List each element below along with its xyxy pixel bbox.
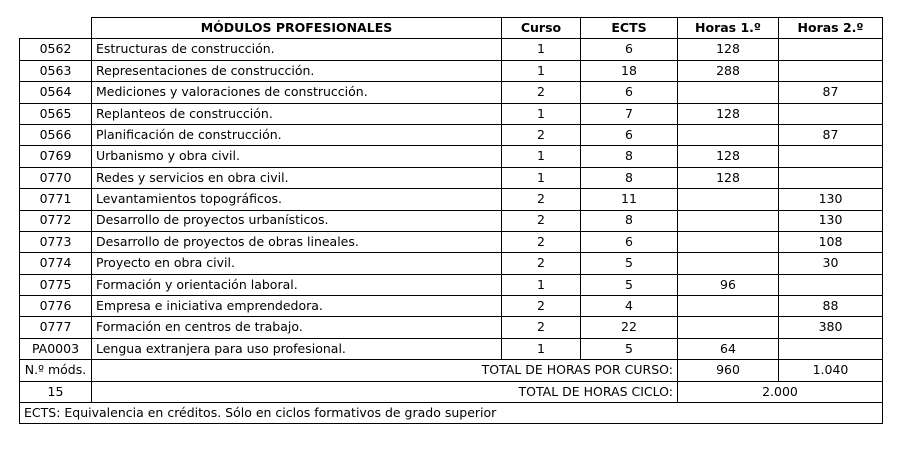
module-curso: 1 <box>502 274 581 295</box>
header-horas2: Horas 2.º <box>779 18 883 39</box>
footnote: ECTS: Equivalencia en créditos. Sólo en ciclos formativos de grado superior <box>20 403 883 424</box>
module-horas2: 380 <box>779 317 883 338</box>
table-row <box>20 103 883 124</box>
module-ects: 6 <box>581 124 678 145</box>
module-name: Estructuras de construcción. <box>92 39 502 60</box>
module-horas1: 128 <box>678 103 779 124</box>
module-name: Representaciones de construcción. <box>92 60 502 81</box>
module-code: 0770 <box>20 167 92 188</box>
header-row <box>20 18 883 39</box>
module-name: Mediciones y valoraciones de construcción. <box>92 82 502 103</box>
header-horas1: Horas 1.º <box>678 18 779 39</box>
total-ciclo-label: TOTAL DE HORAS CICLO: <box>92 381 678 402</box>
module-horas2: 30 <box>779 253 883 274</box>
totals-por-curso-row <box>20 360 883 381</box>
module-ects: 5 <box>581 338 678 359</box>
module-curso: 2 <box>502 210 581 231</box>
module-horas2: 130 <box>779 210 883 231</box>
table-row <box>20 253 883 274</box>
module-code: PA0003 <box>20 338 92 359</box>
module-code: 0777 <box>20 317 92 338</box>
header-modulos: MÓDULOS PROFESIONALES <box>92 18 502 39</box>
module-horas1: 96 <box>678 274 779 295</box>
module-curso: 2 <box>502 253 581 274</box>
module-name: Replanteos de construcción. <box>92 103 502 124</box>
module-name: Redes y servicios en obra civil. <box>92 167 502 188</box>
module-code: 0776 <box>20 296 92 317</box>
num-modulos-value: 15 <box>20 381 92 402</box>
module-ects: 6 <box>581 39 678 60</box>
module-ects: 5 <box>581 274 678 295</box>
modules-table <box>19 17 883 424</box>
header-blank-cell <box>20 18 92 39</box>
table-row <box>20 146 883 167</box>
module-horas2: 88 <box>779 296 883 317</box>
module-horas2: 87 <box>779 124 883 145</box>
module-horas2 <box>779 167 883 188</box>
module-horas1 <box>678 189 779 210</box>
module-ects: 8 <box>581 210 678 231</box>
module-name: Lengua extranjera para uso profesional. <box>92 338 502 359</box>
module-curso: 1 <box>502 338 581 359</box>
module-name: Proyecto en obra civil. <box>92 253 502 274</box>
total-por-curso-h2: 1.040 <box>779 360 883 381</box>
module-name: Levantamientos topográficos. <box>92 189 502 210</box>
module-name: Planificación de construcción. <box>92 124 502 145</box>
module-rows <box>20 39 883 360</box>
module-curso: 2 <box>502 317 581 338</box>
module-curso: 2 <box>502 189 581 210</box>
module-ects: 18 <box>581 60 678 81</box>
module-code: 0769 <box>20 146 92 167</box>
module-horas1 <box>678 253 779 274</box>
module-code: 0771 <box>20 189 92 210</box>
module-ects: 8 <box>581 167 678 188</box>
module-horas1: 128 <box>678 146 779 167</box>
module-ects: 5 <box>581 253 678 274</box>
module-name: Urbanismo y obra civil. <box>92 146 502 167</box>
module-ects: 4 <box>581 296 678 317</box>
module-horas1: 128 <box>678 167 779 188</box>
module-name: Formación en centros de trabajo. <box>92 317 502 338</box>
total-por-curso-h1: 960 <box>678 360 779 381</box>
table-row <box>20 274 883 295</box>
totals-ciclo-row <box>20 381 883 402</box>
header-curso: Curso <box>502 18 581 39</box>
module-code: 0773 <box>20 231 92 252</box>
module-name: Desarrollo de proyectos urbanísticos. <box>92 210 502 231</box>
module-code: 0565 <box>20 103 92 124</box>
module-horas1 <box>678 231 779 252</box>
module-horas1 <box>678 210 779 231</box>
num-modulos-label: N.º móds. <box>20 360 92 381</box>
module-code: 0775 <box>20 274 92 295</box>
table-row <box>20 60 883 81</box>
module-horas2: 108 <box>779 231 883 252</box>
module-horas1 <box>678 317 779 338</box>
table-row <box>20 231 883 252</box>
table-row <box>20 296 883 317</box>
module-code: 0562 <box>20 39 92 60</box>
module-curso: 1 <box>502 103 581 124</box>
module-horas2 <box>779 39 883 60</box>
module-horas1 <box>678 82 779 103</box>
module-horas2 <box>779 274 883 295</box>
footnote-row <box>20 403 883 424</box>
module-horas1: 128 <box>678 39 779 60</box>
module-name: Empresa e iniciativa emprendedora. <box>92 296 502 317</box>
module-code: 0772 <box>20 210 92 231</box>
table-row <box>20 317 883 338</box>
module-horas2: 87 <box>779 82 883 103</box>
module-ects: 11 <box>581 189 678 210</box>
table-row <box>20 167 883 188</box>
module-horas1 <box>678 296 779 317</box>
table-row <box>20 189 883 210</box>
module-curso: 2 <box>502 124 581 145</box>
table-row <box>20 210 883 231</box>
header-ects: ECTS <box>581 18 678 39</box>
table-row <box>20 124 883 145</box>
table-row <box>20 39 883 60</box>
module-horas2 <box>779 146 883 167</box>
module-curso: 2 <box>502 82 581 103</box>
module-horas1: 288 <box>678 60 779 81</box>
module-name: Desarrollo de proyectos de obras lineales. <box>92 231 502 252</box>
module-ects: 22 <box>581 317 678 338</box>
module-curso: 1 <box>502 60 581 81</box>
module-ects: 7 <box>581 103 678 124</box>
module-code: 0566 <box>20 124 92 145</box>
module-code: 0774 <box>20 253 92 274</box>
module-curso: 2 <box>502 231 581 252</box>
module-horas2 <box>779 103 883 124</box>
module-ects: 8 <box>581 146 678 167</box>
module-curso: 1 <box>502 39 581 60</box>
total-por-curso-label: TOTAL DE HORAS POR CURSO: <box>92 360 678 381</box>
module-code: 0564 <box>20 82 92 103</box>
module-curso: 1 <box>502 146 581 167</box>
total-ciclo-value: 2.000 <box>678 381 883 402</box>
module-name: Formación y orientación laboral. <box>92 274 502 295</box>
module-code: 0563 <box>20 60 92 81</box>
module-horas1 <box>678 124 779 145</box>
module-horas2: 130 <box>779 189 883 210</box>
module-horas2 <box>779 338 883 359</box>
table-row <box>20 82 883 103</box>
module-ects: 6 <box>581 82 678 103</box>
module-ects: 6 <box>581 231 678 252</box>
module-horas2 <box>779 60 883 81</box>
table-row <box>20 338 883 359</box>
module-curso: 2 <box>502 296 581 317</box>
module-curso: 1 <box>502 167 581 188</box>
module-horas1: 64 <box>678 338 779 359</box>
